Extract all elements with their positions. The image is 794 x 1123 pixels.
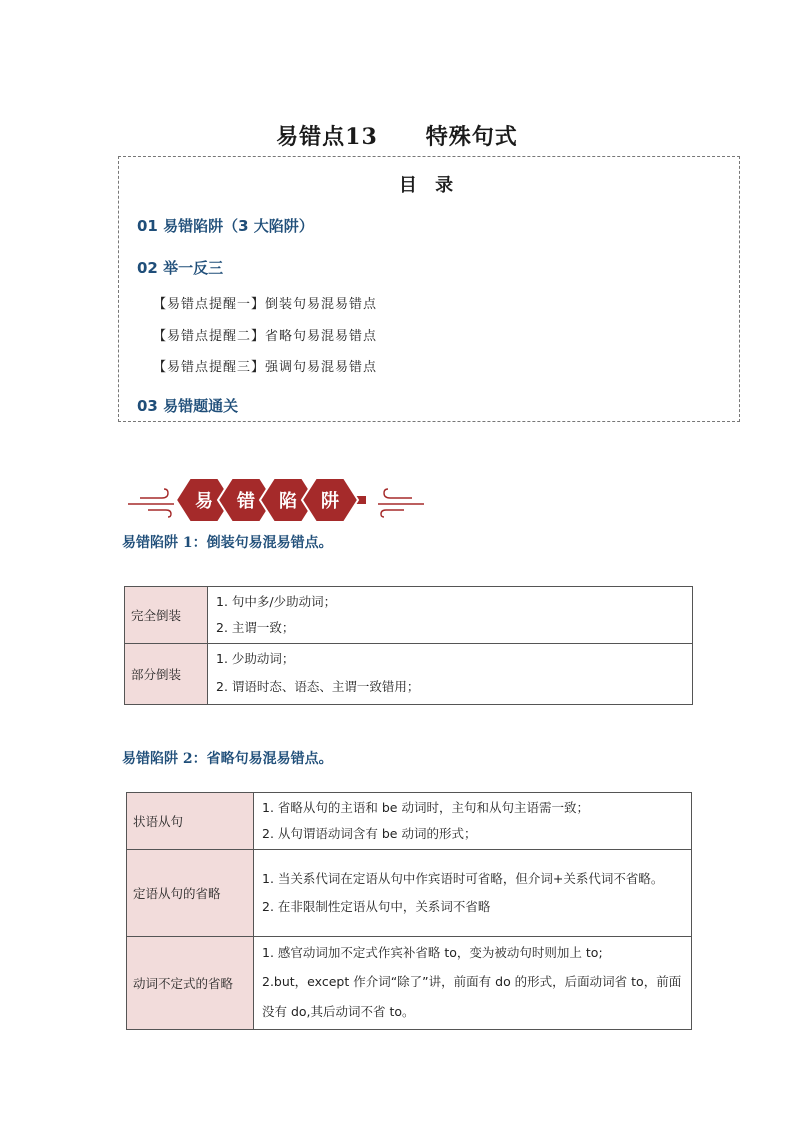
banner-char-2: 错: [237, 491, 255, 512]
banner-left-ornament: [128, 489, 174, 517]
table-of-contents: [118, 156, 740, 422]
trap2-row3-label: 动词不定式的省略: [127, 937, 254, 1030]
toc-section-2[interactable]: 02 举一反三: [137, 259, 224, 277]
toc-heading: 目 录: [398, 175, 460, 196]
trap1-row1-label: 完全倒装: [125, 587, 208, 644]
trap2-row3-line1: 1. 感官动词加不定式作宾补省略 to，变为被动句时则加上 to;: [262, 945, 603, 960]
table-row: [127, 793, 692, 850]
trap2-row3-line2: 2.but，except 作介词“除了”讲，前面有 do 的形式，后面动词省 to，前面没有 do,其后动词不省 to。: [262, 974, 682, 1019]
trap2-row1-line1: 1. 省略从句的主语和 be 动词时，主句和从句主语需一致；: [262, 800, 589, 815]
trap2-table: [126, 792, 692, 1030]
page-title: [0, 120, 794, 151]
trap2-row2-content: [254, 850, 692, 937]
trap1-row1-content: [208, 587, 693, 644]
table-row: [127, 850, 692, 937]
trap1-row1-line1: 1. 句中多/少助动词；: [216, 594, 337, 609]
trap2-row2-line1: 1. 当关系代词在定语从句中作宾语时可省略，但介词+关系代词不省略。: [262, 870, 664, 886]
banner-char-1: 易: [195, 491, 213, 512]
trap2-row1-line2: 2. 从句谓语动词含有 be 动词的形式；: [262, 826, 477, 841]
trap1-row1-line2: 2. 主谓一致；: [216, 620, 295, 635]
table-row: [125, 644, 693, 705]
trap-banner: [126, 474, 426, 526]
toc-section-3[interactable]: 03 易错题通关: [137, 397, 239, 415]
trap1-row2-line1: 1. 少助动词；: [216, 651, 295, 666]
trap1-heading: 易错陷阱 1：倒装句易混易错点。: [122, 535, 333, 551]
trap2-row1-label: 状语从句: [127, 793, 254, 850]
trap2-row2-line2: 2. 在非限制性定语从句中，关系词不省略: [262, 898, 491, 914]
trap2-row3-content: [254, 937, 692, 1030]
title-part1: 易错点13: [276, 124, 378, 150]
table-row: [125, 587, 693, 644]
table-row: [127, 937, 692, 1030]
trap1-row2-line2: 2. 谓语时态、语态、主谓一致错用；: [216, 679, 420, 694]
toc-subitem-3[interactable]: 【易错点提醒三】强调句易混易错点: [153, 360, 378, 375]
trap2-row2-label: 定语从句的省略: [127, 850, 254, 937]
toc-subitem-1[interactable]: 【易错点提醒一】倒装句易混易错点: [153, 297, 378, 312]
trap2-heading: 易错陷阱 2：省略句易混易错点。: [122, 751, 333, 767]
banner-char-3: 陷: [279, 491, 297, 512]
trap1-row2-label: 部分倒装: [125, 644, 208, 705]
title-part2: 特殊句式: [425, 124, 518, 150]
toc-subitem-2[interactable]: 【易错点提醒二】省略句易混易错点: [153, 329, 378, 344]
banner-char-4: 阱: [321, 491, 339, 512]
trap1-row2-content: [208, 644, 693, 705]
trap1-table: [124, 586, 693, 705]
toc-section-1[interactable]: 01 易错陷阱（3 大陷阱）: [137, 217, 314, 235]
banner-right-ornament: [378, 489, 424, 517]
trap2-row1-content: [254, 793, 692, 850]
